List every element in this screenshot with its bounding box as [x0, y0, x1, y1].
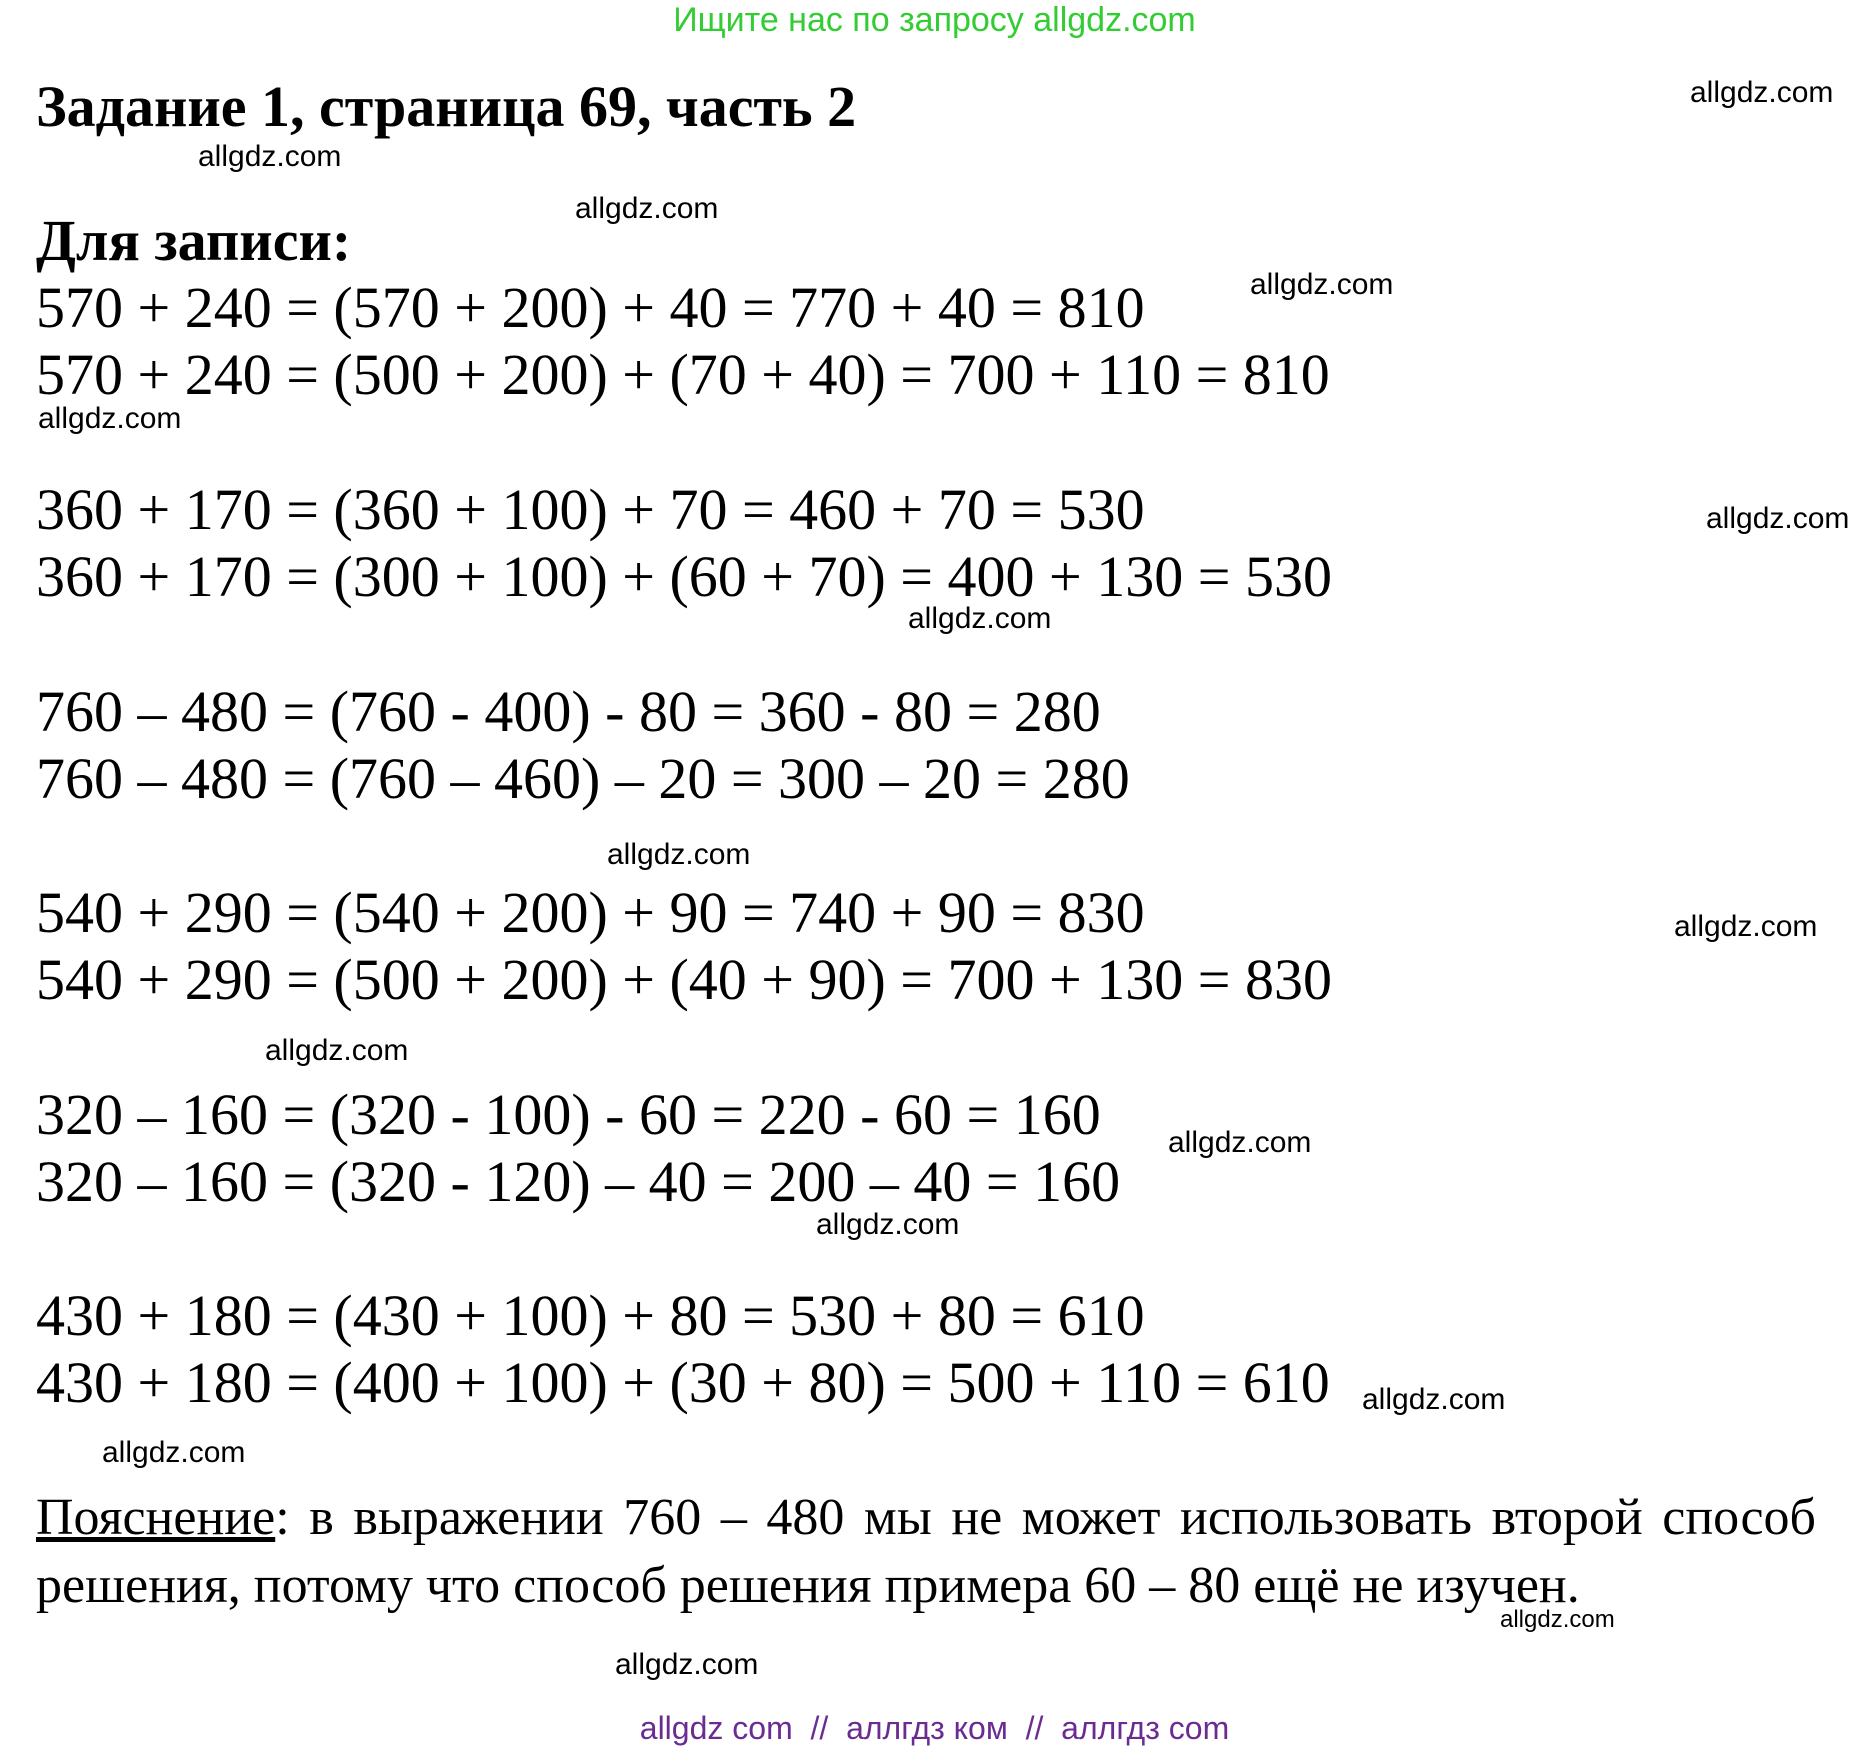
watermark: allgdz.com [1362, 1383, 1506, 1416]
task-title: Задание 1, страница 69, часть 2 [36, 74, 857, 139]
equation-line: 540 + 290 = (540 + 200) + 90 = 740 + 90 = 830 [36, 880, 1145, 945]
equation-line: 320 – 160 = (320 - 120) – 40 = 200 – 40 = 160 [36, 1149, 1121, 1214]
equation-line: 760 – 480 = (760 - 400) - 80 = 360 - 80 = 280 [36, 679, 1101, 744]
explanation-label: Пояснение [36, 1489, 276, 1546]
watermark: allgdz.com [615, 1648, 759, 1681]
watermark: allgdz.com [1690, 76, 1834, 109]
watermark: allgdz.com [908, 602, 1052, 635]
watermark: allgdz.com [102, 1436, 246, 1469]
watermark: allgdz.com [265, 1034, 409, 1067]
equation-line: 360 + 170 = (300 + 100) + (60 + 70) = 400 + 130 = 530 [36, 544, 1332, 609]
watermark: allgdz.com [1168, 1126, 1312, 1159]
equation-line: 430 + 180 = (400 + 100) + (30 + 80) = 500 + 110 = 610 [36, 1350, 1330, 1415]
top-banner: Ищите нас по запросу allgdz.com [673, 1, 1196, 39]
watermark: allgdz.com [575, 192, 719, 225]
equation-line: 570 + 240 = (570 + 200) + 40 = 770 + 40 = 810 [36, 275, 1145, 340]
equation-line: 760 – 480 = (760 – 460) – 20 = 300 – 20 = 280 [36, 746, 1130, 811]
equation-line: 540 + 290 = (500 + 200) + (40 + 90) = 700 + 130 = 830 [36, 947, 1332, 1012]
watermark: allgdz.com [816, 1208, 960, 1241]
record-heading: Для записи: [36, 208, 352, 273]
equation-line: 360 + 170 = (360 + 100) + 70 = 460 + 70 = 530 [36, 477, 1145, 542]
watermark: allgdz.com [1250, 268, 1394, 301]
watermark: allgdz.com [1674, 910, 1818, 943]
footer-links: allgdz com // аллгдз ком // аллгдз com [639, 1710, 1230, 1746]
watermark: allgdz.com [38, 402, 182, 435]
watermark: allgdz.com [198, 140, 342, 173]
watermark: allgdz.com [607, 838, 751, 871]
equation-line: 320 – 160 = (320 - 100) - 60 = 220 - 60 = 160 [36, 1082, 1101, 1147]
explanation-text: : в выражении 760 – 480 мы не может использовать второй способ решения, потому что способ решения примера 60 – 80 ещё не изучен. [36, 1489, 1816, 1614]
watermark: allgdz.com [1706, 502, 1850, 535]
explanation-paragraph [36, 1484, 1816, 1620]
equation-line: 430 + 180 = (430 + 100) + 80 = 530 + 80 = 610 [36, 1283, 1145, 1348]
watermark: allgdz.com [1500, 1606, 1615, 1633]
equation-line: 570 + 240 = (500 + 200) + (70 + 40) = 700 + 110 = 810 [36, 342, 1330, 407]
